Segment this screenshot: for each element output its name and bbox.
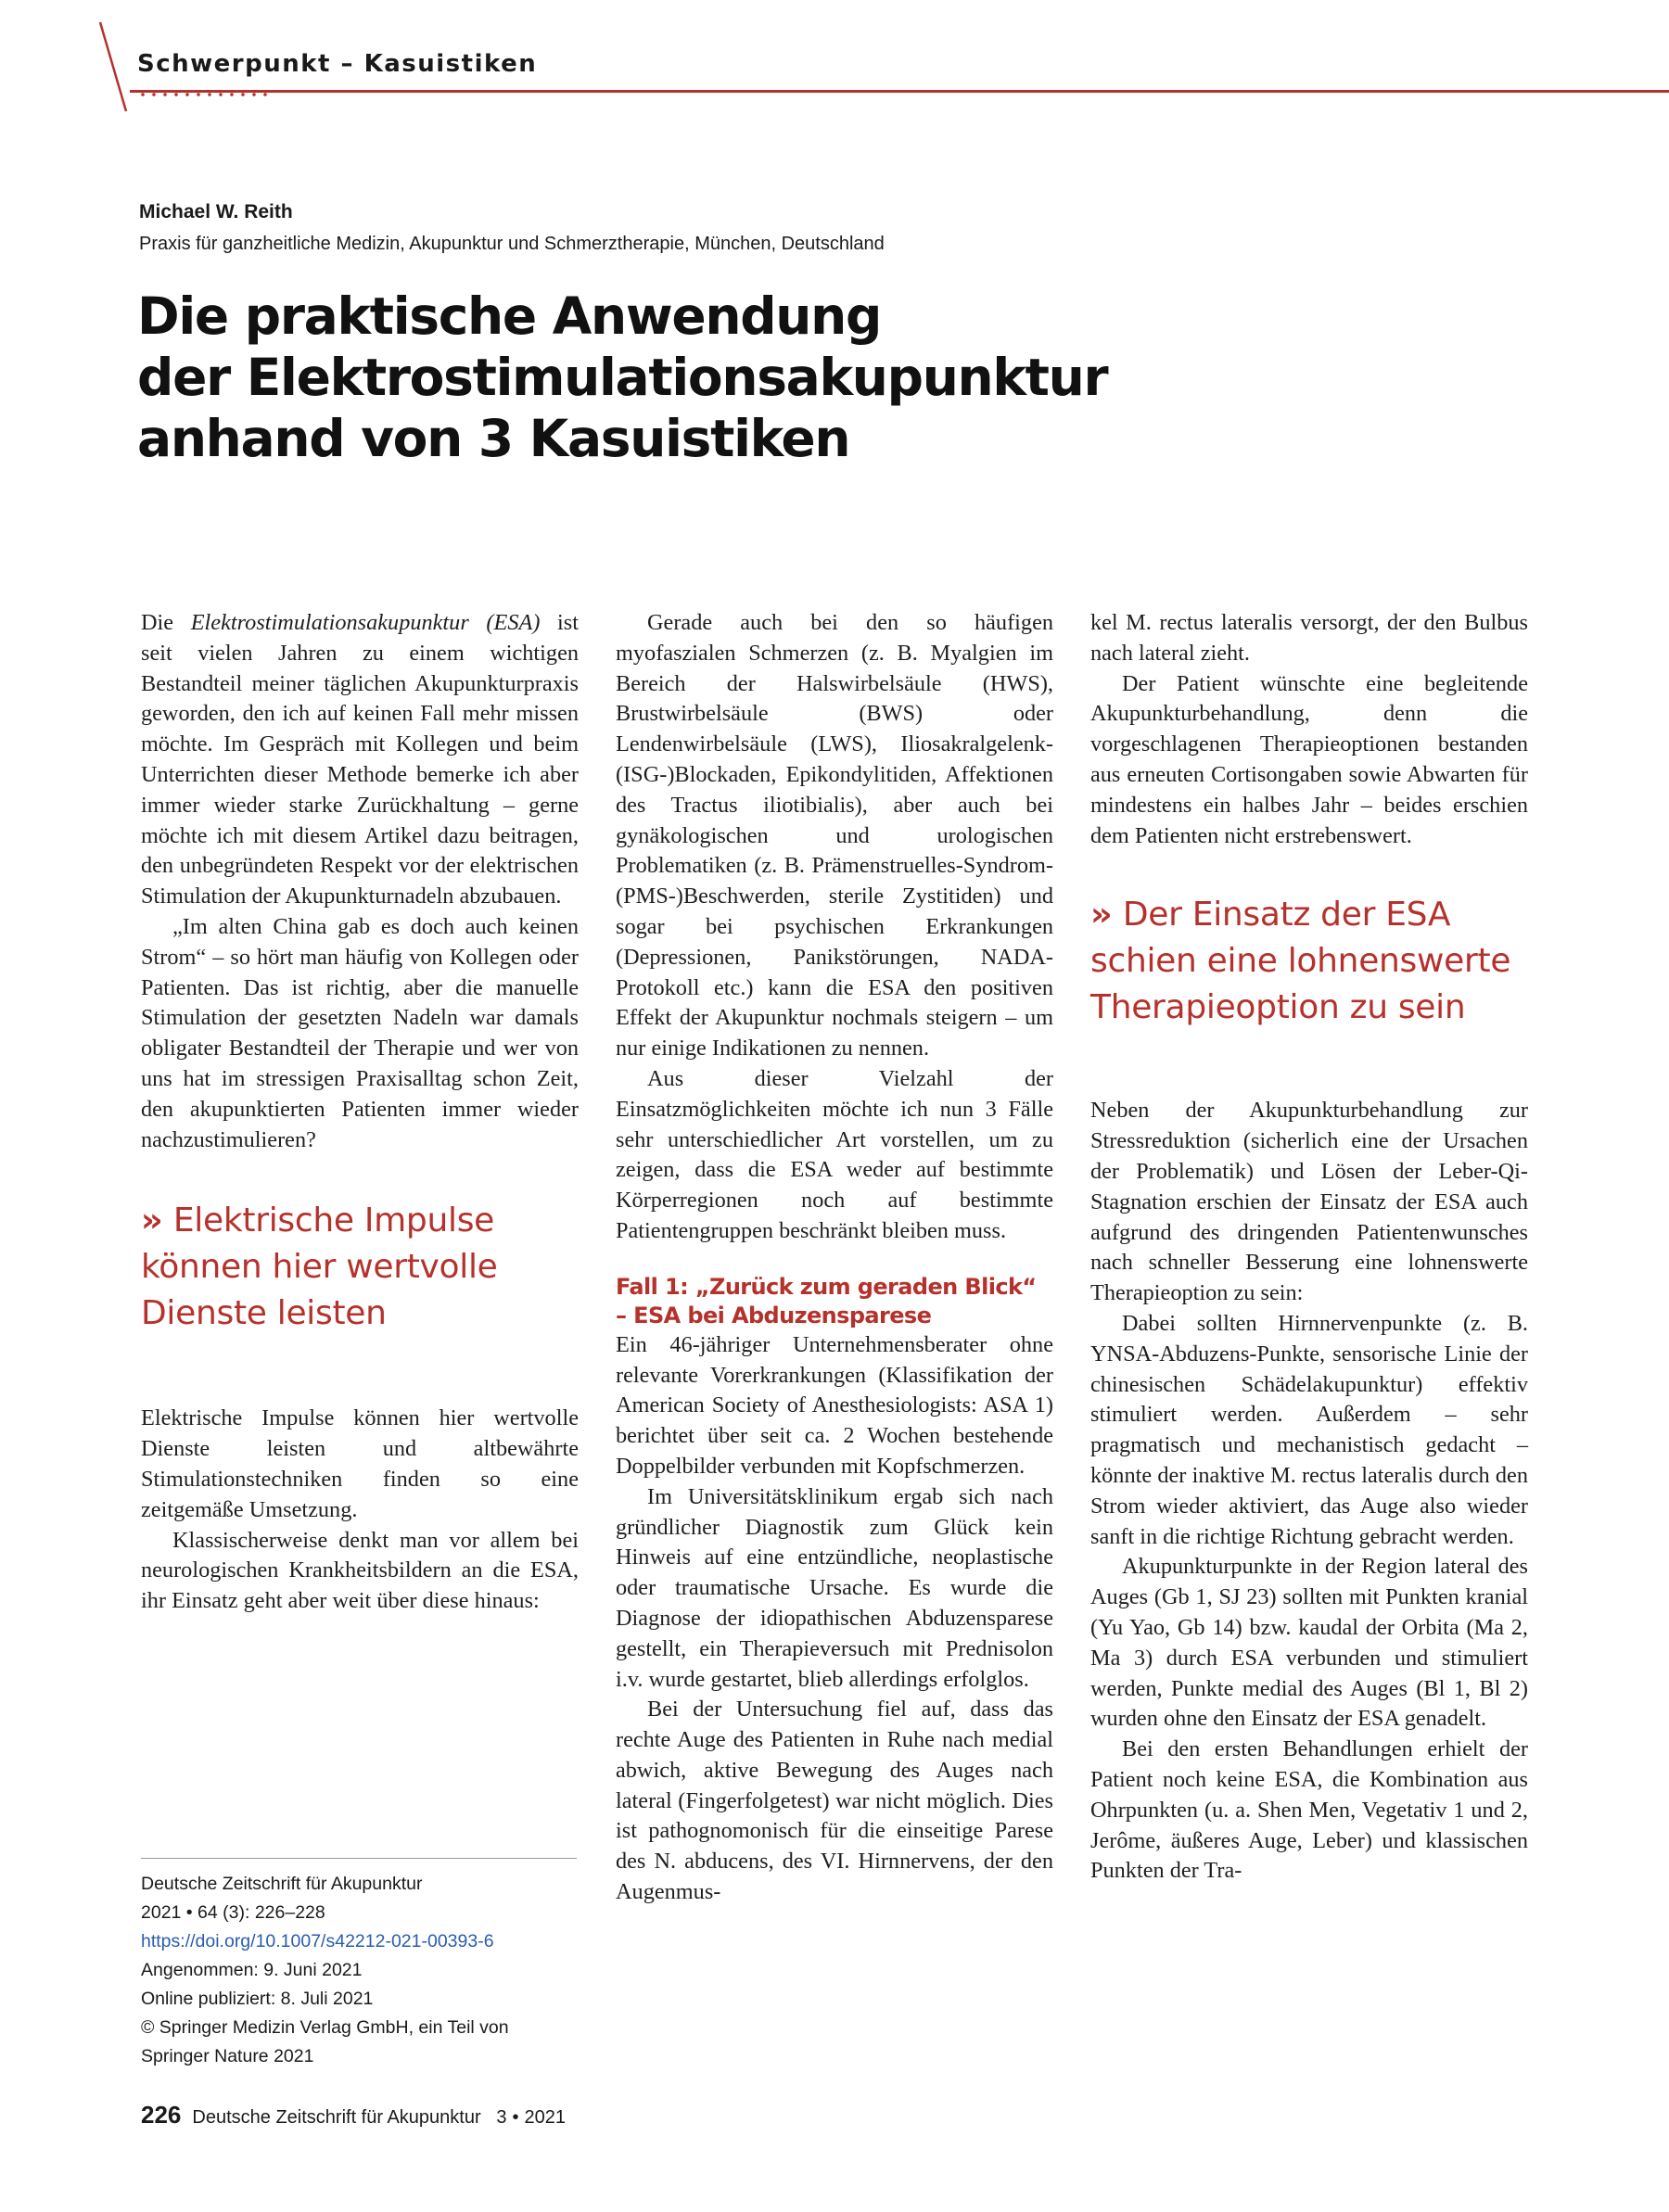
paragraph: Aus dieser Vielzahl der Einsatzmöglichkeiten möchte ich nun 3 Fälle sehr unterschiedlicher Art vorstellen, um zu zeigen, dass die ESA weder auf bestimmte Körperregionen noch auf bestimmte Patientengruppen beschränkt bleiben muss.: [616, 1065, 1053, 1243]
paragraph: Klassischerweise denkt man vor allem bei neurologischen Krankheitsbildern an die ESA, ihr Einsatz geht aber weit über diese hinaus:: [141, 1527, 579, 1614]
page-number: 226: [141, 2101, 182, 2129]
citation-online: Online publiziert: 8. Juli 2021: [141, 1989, 374, 2009]
title-line: Die praktische Anwendung: [137, 286, 882, 346]
page-footer: [141, 2101, 566, 2129]
citation-box: [141, 1870, 586, 2071]
citation-copyright: Springer Nature 2021: [141, 2046, 314, 2066]
double-chevron-icon: ››: [1090, 896, 1107, 934]
paragraph: Akupunkturpunkte in der Region lateral des Auges (Gb 1, SJ 23) sollten mit Punkten kranial (Yu Yao, Gb 14) bzw. kaudal der Orbita (Ma 2, Ma 3) durch ESA verbunden und stimuliert werden, Punkte medial des Auges (Bl 1, Bl 2) wurden ohne den Einsatz der ESA genadelt.: [1090, 1554, 1528, 1732]
doi-link[interactable]: https://doi.org/10.1007/s42212-021-00393-6: [141, 1931, 494, 1951]
paragraph: kel M. rectus lateralis versorgt, der den Bulbus nach lateral zieht.: [1090, 610, 1528, 666]
author-name: Michael W. Reith: [139, 201, 293, 222]
footer-journal: Deutsche Zeitschrift für Akupunktur: [192, 2107, 481, 2128]
citation-volume: 2021 • 64 (3): 226–228: [141, 1902, 325, 1923]
footer-separator: •: [512, 2107, 519, 2128]
title-line: anhand von 3 Kasuistiken: [137, 409, 850, 468]
author-affiliation: Praxis für ganzheitliche Medizin, Akupunktur und Schmerztherapie, München, Deutschland: [139, 234, 885, 254]
footer-issue: 3: [496, 2107, 507, 2128]
text-span: ist seit vielen Jahren zu einem wichtigen Bestandteil meiner täglichen Akupunkturpraxis geworden, den ich auf keinen Fall mehr missen möchte. Im Gespräch mit Kollegen und beim Unterrichten dieser Methode bemerke ich aber immer wieder starke Zurückhaltung – gerne möchte ich mit diesem Artikel dazu beitragen, den unbegründeten Respekt vor der elektrischen Stimulation der Akupunkturnadeln abzubauen.: [141, 610, 579, 909]
footer-year: 2021: [524, 2107, 566, 2128]
paragraph: Der Patient wünschte eine begleitende Akupunkturbehandlung, denn die vorgeschlagenen Therapieoptionen bestanden aus erneuten Cortisongaben sowie Abwarten für mindestens ein halbes Jahr – beides erschien dem Patienten nicht erstrebenswert.: [1090, 670, 1528, 848]
article-title: [137, 286, 1343, 469]
section-heading: [141, 1198, 579, 1337]
emphasized-term: Elektrostimulationsakupunktur (ESA): [190, 610, 541, 635]
paragraph: Elektrische Impulse können hier wertvolle Dienste leisten und altbewährte Stimulationstechniken finden so eine zeitgemäße Umsetzung.: [141, 1405, 579, 1522]
paragraph: Bei der Untersuchung fiel auf, dass das rechte Auge des Patienten in Ruhe nach medial abwich, aktive Bewegung des Auges nach lateral (Fingerfolgetest) war nicht möglich. Dies ist pathognomonisch für die einseitige Parese des N. abducens, des VI. Hirnnervens, der den Augenmus-: [616, 1697, 1053, 1905]
paragraph: Bei den ersten Behandlungen erhielt der Patient noch keine ESA, die Kombination aus Ohrpunkten (u. a. Shen Men, Vegetativ 1 und 2, Jerôme, äußeres Auge, Leber) und klassischen Punkten der Tra-: [1090, 1736, 1528, 1884]
section-heading-text: Elektrische Impulse können hier wertvolle Dienste leisten: [141, 1201, 498, 1333]
citation-copyright: © Springer Medizin Verlag GmbH, ein Teil von: [141, 2017, 509, 2038]
text-column-3: [1090, 608, 1528, 1887]
double-chevron-icon: ››: [141, 1201, 158, 1240]
paragraph: Gerade auch bei den so häufigen myofaszialen Schmerzen (z. B. Myalgien im Bereich der Halswirbelsäule (HWS), Brustwirbelsäule (BWS) oder Lendenwirbelsäule (LWS), Iliosakralgelenk-(ISG-)Blockaden, Epikondylitiden, Affektionen des Tractus iliotibialis), aber auch bei gynäkologischen und urologischen Problematiken (z. B. Prämenstruelles-Syndrom-(PMS-)Beschwerden, sterile Zystitiden) und sogar bei psychischen Erkrankungen (Depressionen, Panikstörungen, NADA-Protokoll etc.) kann die ESA den positiven Effekt der Akupunktur nochmals steigern – um nur einige Indikationen zu nennen.: [616, 610, 1053, 1062]
citation-accepted: Angenommen: 9. Juni 2021: [141, 1960, 363, 1980]
paragraph: [141, 608, 579, 912]
citation-rule: [141, 1858, 577, 1859]
text-column-2: [616, 608, 1053, 1908]
section-heading-text: Der Einsatz der ESA schien eine lohnenswerte Therapieoption zu sein: [1090, 896, 1511, 1027]
paragraph: Dabei sollten Hirnnervenpunkte (z. B. YNSA-Abduzens-Punkte, sensorische Linie der chinesischen Schädelakupunktur) effektiv stimuliert werden. Außerdem – sehr pragmatisch und mechanistisch gedacht – könnte der inaktive M. rectus lateralis durch den Strom wieder aktiviert, das Auge also wieder sanft in die richtige Richtung gebracht werden.: [1090, 1310, 1528, 1549]
paragraph: Im Universitätsklinikum ergab sich nach gründlicher Diagnostik zum Glück kein Hinweis auf eine entzündliche, neoplastische oder traumatische Ursache. Es wurde die Diagnose der idiopathischen Abduzensparese gestellt, ein Therapieversuch mit Prednisolon i.v. wurde gestartet, blieb allerdings erfolglos.: [616, 1483, 1053, 1692]
header-rule: [130, 90, 1669, 93]
section-label: Schwerpunkt – Kasuistiken: [137, 50, 538, 78]
paragraph: „Im alten China gab es doch auch keinen Strom“ – so hört man häufig von Kollegen oder Patienten. Das ist richtig, aber die manuelle Stimulation der gesetzten Nadeln war damals obligater Bestandteil der Therapie und wer von uns hat im stressigen Praxisalltag schon Zeit, den akupunktierten Patienten immer wieder nachzustimulieren?: [141, 913, 579, 1152]
text-span: Die: [141, 610, 191, 635]
paragraph: Neben der Akupunkturbehandlung zur Stressreduktion (sicherlich eine der Ursachen der Problematik) und Lösen der Leber-Qi-Stagnation erschien der Einsatz der ESA auch aufgrund des dringenden Patientenwunsches nach schneller Besserung eine lohnenswerte Therapieoption zu sein:: [1090, 1098, 1528, 1306]
paragraph: Ein 46-jähriger Unternehmensberater ohne relevante Vorerkrankungen (Klassifikation der American Society of Anesthesiologists: ASA 1) berichtet über seit ca. 2 Wochen bestehende Doppelbilder verbunden mit Kopfschmerzen.: [616, 1331, 1053, 1479]
section-heading: [1090, 892, 1528, 1031]
text-column-1: [141, 608, 579, 1617]
header-dotted-rule: [137, 93, 267, 96]
title-line: der Elektrostimulationsakupunktur: [137, 348, 1108, 407]
case-heading: Fall 1: „Zurück zum geraden Blick“ – ESA bei Abduzensparese: [616, 1273, 1037, 1328]
citation-journal: Deutsche Zeitschrift für Akupunktur: [141, 1874, 423, 1894]
header-slash-mark: [95, 20, 132, 113]
